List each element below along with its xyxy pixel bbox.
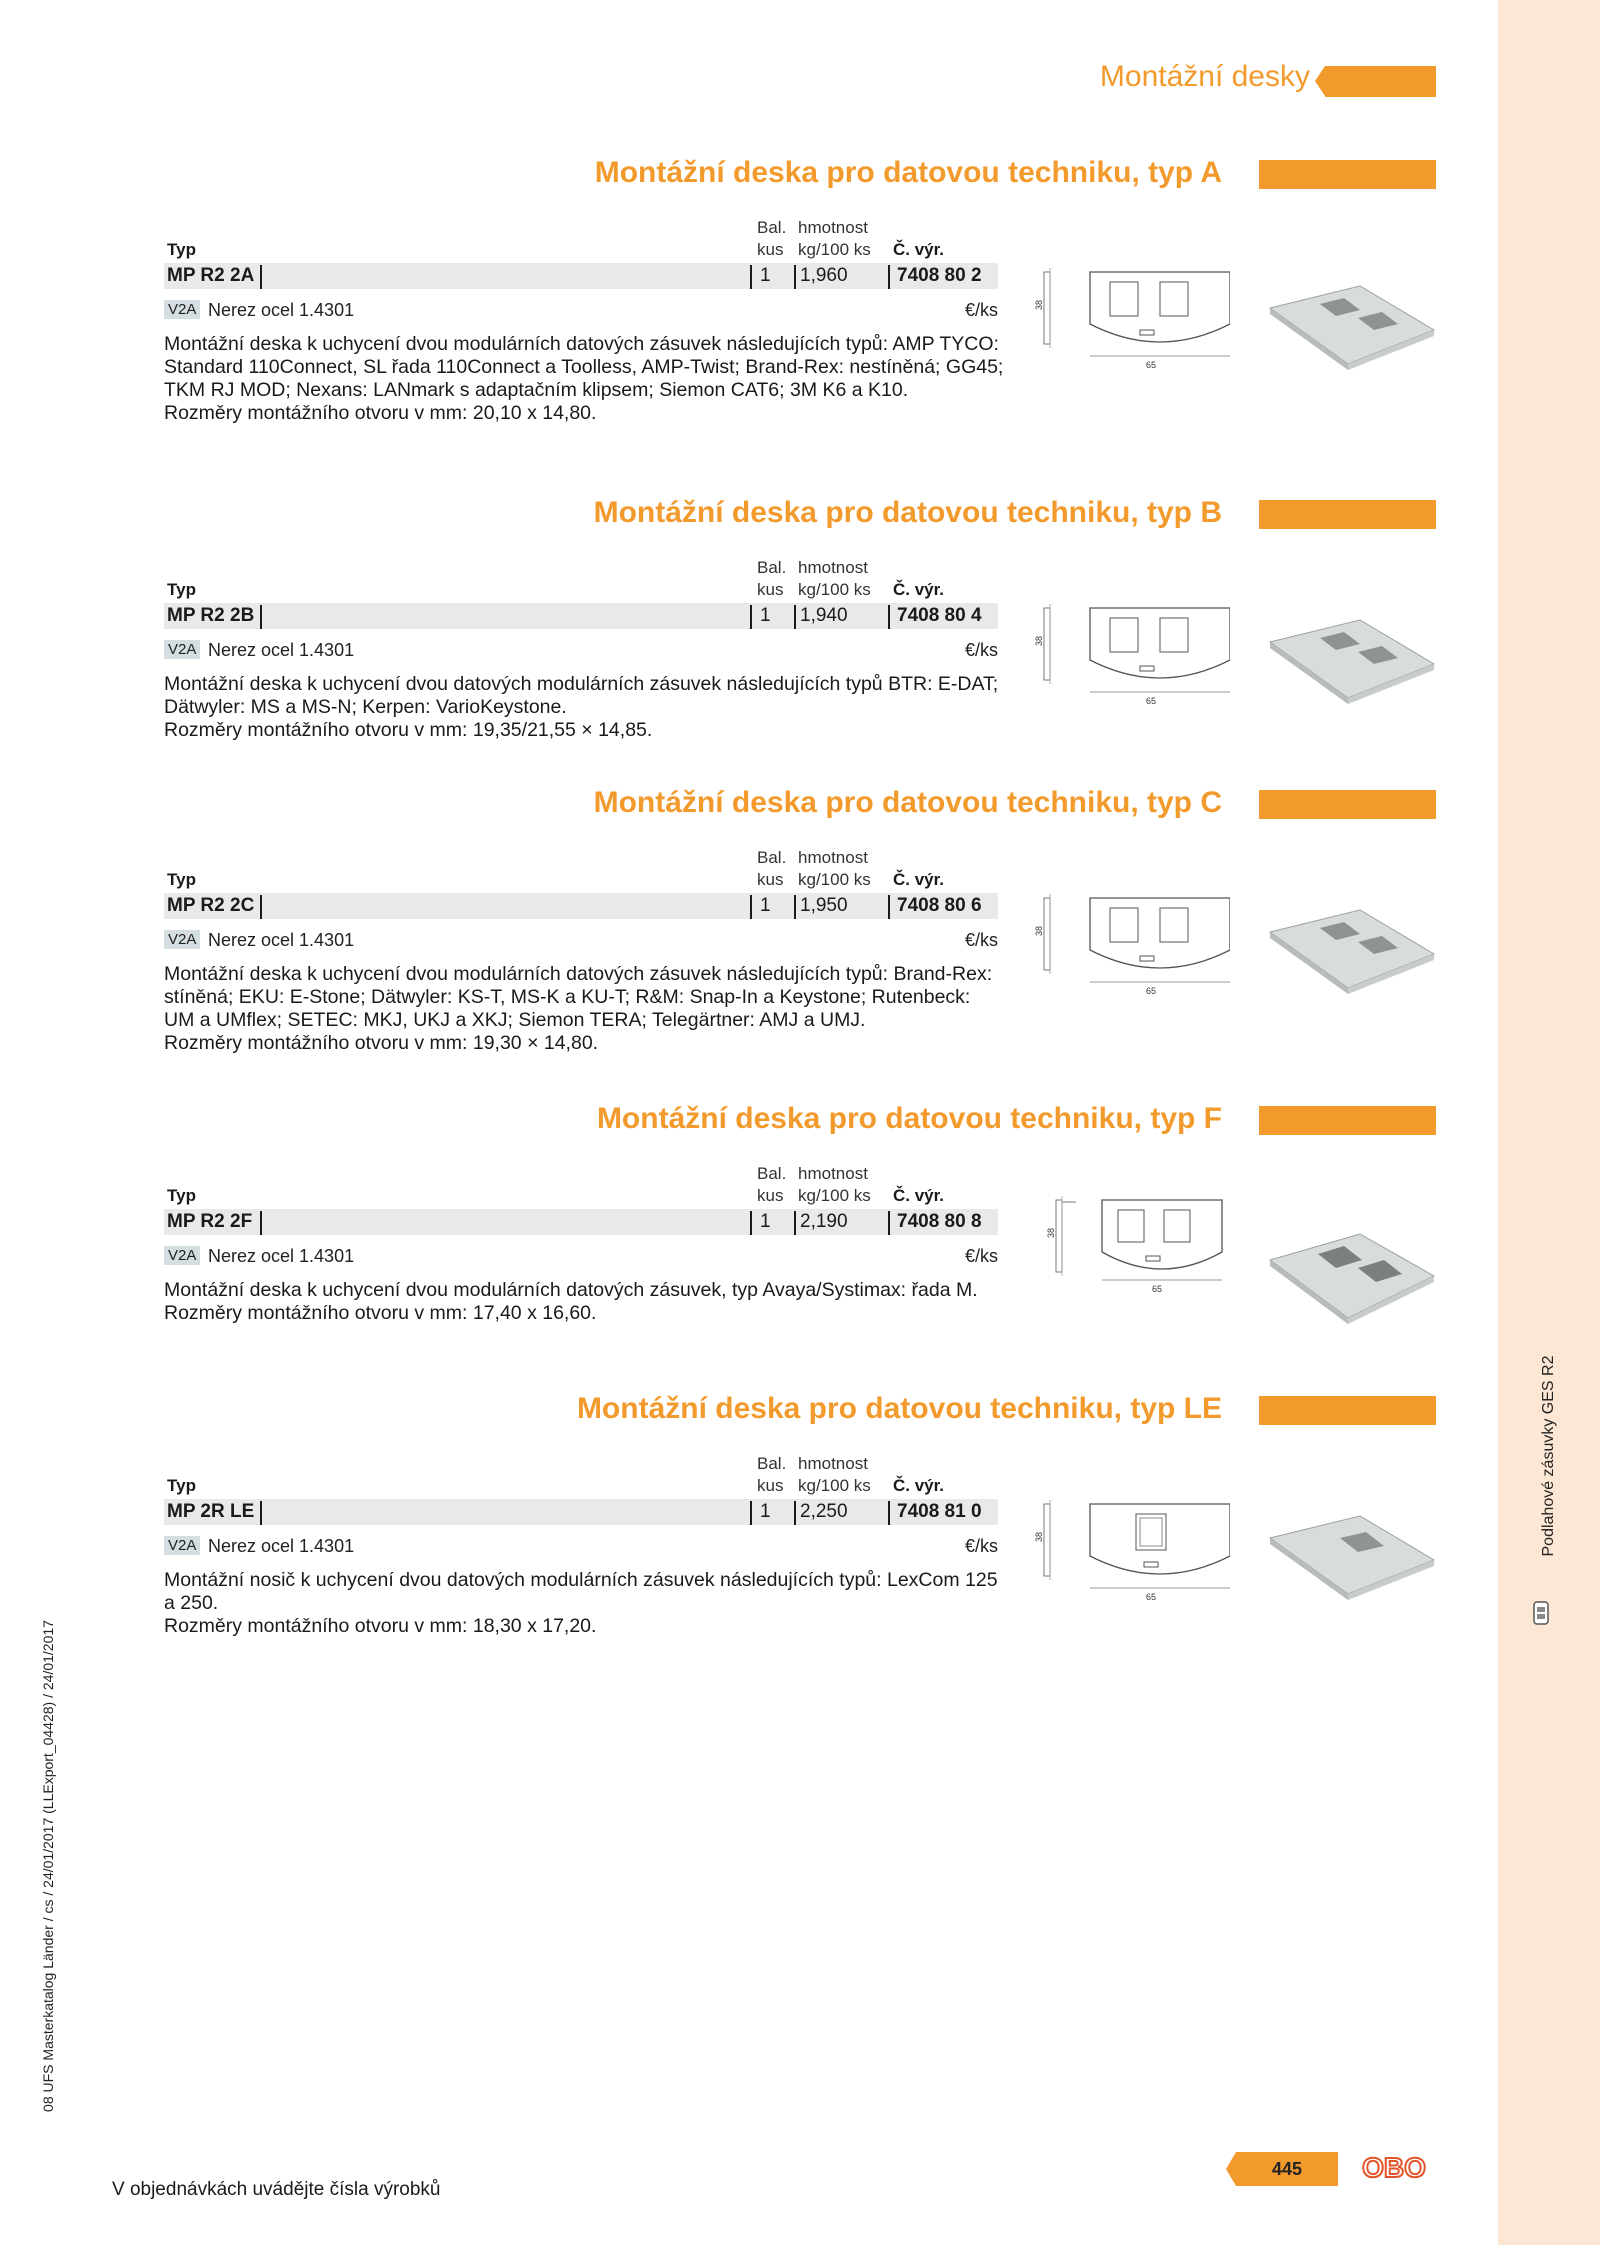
product-weight: 1,960 xyxy=(800,265,848,286)
price-unit: €/ks xyxy=(964,640,998,660)
section-bar xyxy=(1259,160,1436,189)
section-title: Montážní deska pro datovou techniku, typ A xyxy=(594,156,1222,189)
section-bar xyxy=(1259,1396,1436,1425)
col-cvyr: Č. výr. xyxy=(893,1186,945,1205)
svg-text:65: 65 xyxy=(1152,1284,1163,1294)
product-row xyxy=(164,893,998,919)
product-weight: 1,950 xyxy=(800,895,848,916)
section-title: Montážní deska pro datovou techniku, typ B xyxy=(593,496,1222,529)
svg-text:65: 65 xyxy=(1146,696,1157,706)
product-photo xyxy=(1262,612,1442,722)
product-type: MP R2 2B xyxy=(167,605,255,626)
catalog-export-note: 08 UFS Masterkatalog Länder / cs / 24/01/2017 (LLExport_04428) / 24/01/2017 xyxy=(40,1620,56,2112)
product-weight: 2,190 xyxy=(800,1211,848,1232)
product-description: Montážní deska k uchycení dvou datových modulárních zásuvek následujících typů BTR: E-DAT; Dätwyler: MS a MS-N; Kerpen: VarioKeystone. Rozměry montážního otvoru v mm: 19,35/21,55 × 14,85. xyxy=(164,673,999,741)
floor-socket-icon xyxy=(1530,1598,1552,1628)
dimension-drawing xyxy=(1030,264,1230,384)
section-title: Montážní deska pro datovou techniku, typ LE xyxy=(576,1392,1222,1425)
svg-text:38: 38 xyxy=(1034,635,1044,646)
col-hmot-2: kg/100 ks xyxy=(798,1476,871,1495)
product-type: MP R2 2F xyxy=(167,1211,253,1232)
col-hmot-1: hmotnost xyxy=(798,1454,868,1473)
material-row xyxy=(164,1244,998,1270)
material-badge: V2A xyxy=(164,640,200,659)
col-typ: Typ xyxy=(167,240,196,259)
side-tab xyxy=(1498,0,1600,2245)
product-bal: 1 xyxy=(760,265,771,286)
col-bal-1: Bal. xyxy=(757,1164,787,1183)
col-cvyr: Č. výr. xyxy=(893,870,945,889)
product-description: Montážní deska k uchycení dvou modulárních datových zásuvek, typ Avaya/Systimax: řada M. Rozměry montážního otvoru v mm: 17,40 x 16,60. xyxy=(164,1279,978,1324)
col-cvyr: Č. výr. xyxy=(893,580,945,599)
product-type: MP R2 2C xyxy=(167,895,255,916)
price-unit: €/ks xyxy=(964,1246,998,1266)
price-unit: €/ks xyxy=(964,1536,998,1556)
svg-text:65: 65 xyxy=(1146,986,1157,996)
section-title: Montážní deska pro datovou techniku, typ C xyxy=(593,786,1222,819)
product-article-number: 7408 80 4 xyxy=(897,605,982,626)
material-row xyxy=(164,298,998,324)
col-typ: Typ xyxy=(167,580,196,599)
material-badge: V2A xyxy=(164,1246,200,1265)
page-title: Montážní desky xyxy=(1099,60,1310,93)
material-badge: V2A xyxy=(164,300,200,319)
col-hmot-2: kg/100 ks xyxy=(798,240,871,259)
dimension-drawing xyxy=(1042,1192,1242,1312)
dimension-drawing xyxy=(1030,1496,1230,1616)
svg-text:38: 38 xyxy=(1034,1531,1044,1542)
product-type: MP 2R LE xyxy=(167,1501,255,1522)
col-hmot-1: hmotnost xyxy=(798,1164,868,1183)
obo-logo xyxy=(1352,2150,1436,2184)
product-weight: 1,940 xyxy=(800,605,848,626)
col-hmot-2: kg/100 ks xyxy=(798,580,871,599)
material-name: Nerez ocel 1.4301 xyxy=(208,1536,355,1556)
col-hmot-2: kg/100 ks xyxy=(798,870,871,889)
product-photo xyxy=(1262,902,1442,1012)
col-bal-1: Bal. xyxy=(757,218,787,237)
product-article-number: 7408 81 0 xyxy=(897,1501,982,1522)
page-title-bar xyxy=(1325,66,1436,97)
col-bal-1: Bal. xyxy=(757,848,787,867)
product-description: Montážní deska k uchycení dvou modulárních datových zásuvek následujících typů: AMP TYCO: Standard 110Connect, SL řada 110Connect a Toolless, AMP-Twist; Brand-Rex: nestíněná; GG45; TKM RJ MOD; Nexans: LANmark s adaptačním klipsem; Siemon CAT6; 3M K6 a K10. Rozměry montážního otvoru v mm: 20,10 x 14,80. xyxy=(164,333,1004,424)
material-name: Nerez ocel 1.4301 xyxy=(208,640,355,660)
col-hmot-1: hmotnost xyxy=(798,558,868,577)
col-cvyr: Č. výr. xyxy=(893,240,945,259)
col-bal-2: kus xyxy=(757,870,784,889)
material-badge: V2A xyxy=(164,930,200,949)
product-photo xyxy=(1262,278,1442,388)
product-photo xyxy=(1262,1226,1442,1336)
dimension-drawing xyxy=(1030,890,1230,1010)
side-tab-label: Podlahové zásuvky GES R2 xyxy=(1540,1355,1557,1557)
col-hmot-1: hmotnost xyxy=(798,218,868,237)
product-row xyxy=(164,1209,998,1235)
product-row xyxy=(164,263,998,289)
material-name: Nerez ocel 1.4301 xyxy=(208,930,355,950)
product-bal: 1 xyxy=(760,1211,771,1232)
col-bal-1: Bal. xyxy=(757,1454,787,1473)
section-bar xyxy=(1259,790,1436,819)
material-row xyxy=(164,638,998,664)
material-name: Nerez ocel 1.4301 xyxy=(208,1246,355,1266)
product-article-number: 7408 80 6 xyxy=(897,895,982,916)
col-bal-2: kus xyxy=(757,240,784,259)
col-bal-2: kus xyxy=(757,580,784,599)
product-bal: 1 xyxy=(760,895,771,916)
page-number: 445 xyxy=(1236,2152,1338,2186)
col-cvyr: Č. výr. xyxy=(893,1476,945,1495)
price-unit: €/ks xyxy=(964,300,998,320)
col-bal-2: kus xyxy=(757,1476,784,1495)
section-bar xyxy=(1259,1106,1436,1135)
material-row xyxy=(164,928,998,954)
col-hmot-1: hmotnost xyxy=(798,848,868,867)
svg-text:65: 65 xyxy=(1146,1592,1157,1602)
product-weight: 2,250 xyxy=(800,1501,848,1522)
product-description: Montážní nosič k uchycení dvou datových modulárních zásuvek následujících typů: LexCom 125 a 250. Rozměry montážního otvoru v mm: 18,30 x 17,20. xyxy=(164,1569,998,1637)
section-title: Montážní deska pro datovou techniku, typ F xyxy=(596,1102,1222,1135)
product-type: MP R2 2A xyxy=(167,265,255,286)
col-typ: Typ xyxy=(167,1186,196,1205)
product-bal: 1 xyxy=(760,1501,771,1522)
price-unit: €/ks xyxy=(964,930,998,950)
col-typ: Typ xyxy=(167,870,196,889)
dimension-drawing xyxy=(1030,600,1230,720)
svg-text:OBO: OBO xyxy=(1362,2152,1426,2183)
col-bal-2: kus xyxy=(757,1186,784,1205)
product-bal: 1 xyxy=(760,605,771,626)
product-photo xyxy=(1262,1508,1442,1618)
svg-text:38: 38 xyxy=(1034,925,1044,936)
svg-text:38: 38 xyxy=(1034,299,1044,310)
material-name: Nerez ocel 1.4301 xyxy=(208,300,355,320)
svg-text:65: 65 xyxy=(1146,360,1157,370)
col-typ: Typ xyxy=(167,1476,196,1495)
product-article-number: 7408 80 8 xyxy=(897,1211,982,1232)
footer-order-note: V objednávkách uvádějte čísla výrobků xyxy=(112,2179,441,2200)
material-badge: V2A xyxy=(164,1536,200,1555)
col-hmot-2: kg/100 ks xyxy=(798,1186,871,1205)
svg-text:38: 38 xyxy=(1046,1227,1056,1238)
section-bar xyxy=(1259,500,1436,529)
material-row xyxy=(164,1534,998,1560)
product-row xyxy=(164,1499,998,1525)
product-row xyxy=(164,603,998,629)
col-bal-1: Bal. xyxy=(757,558,787,577)
product-article-number: 7408 80 2 xyxy=(897,265,982,286)
product-description: Montážní deska k uchycení dvou modulárních datových zásuvek následujících typů: Brand-Rex: stíněná; EKU: E-Stone; Dätwyler: KS-T, MS-K a KU-T; R&M: Snap-In a Keystone; Rutenbeck: UM a UMflex; SETEC: MKJ, UKJ a XKJ; Siemon TERA; Telegärtner: AMJ a UMJ. Rozměry montážního otvoru v mm: 19,30 × 14,80. xyxy=(164,963,993,1054)
